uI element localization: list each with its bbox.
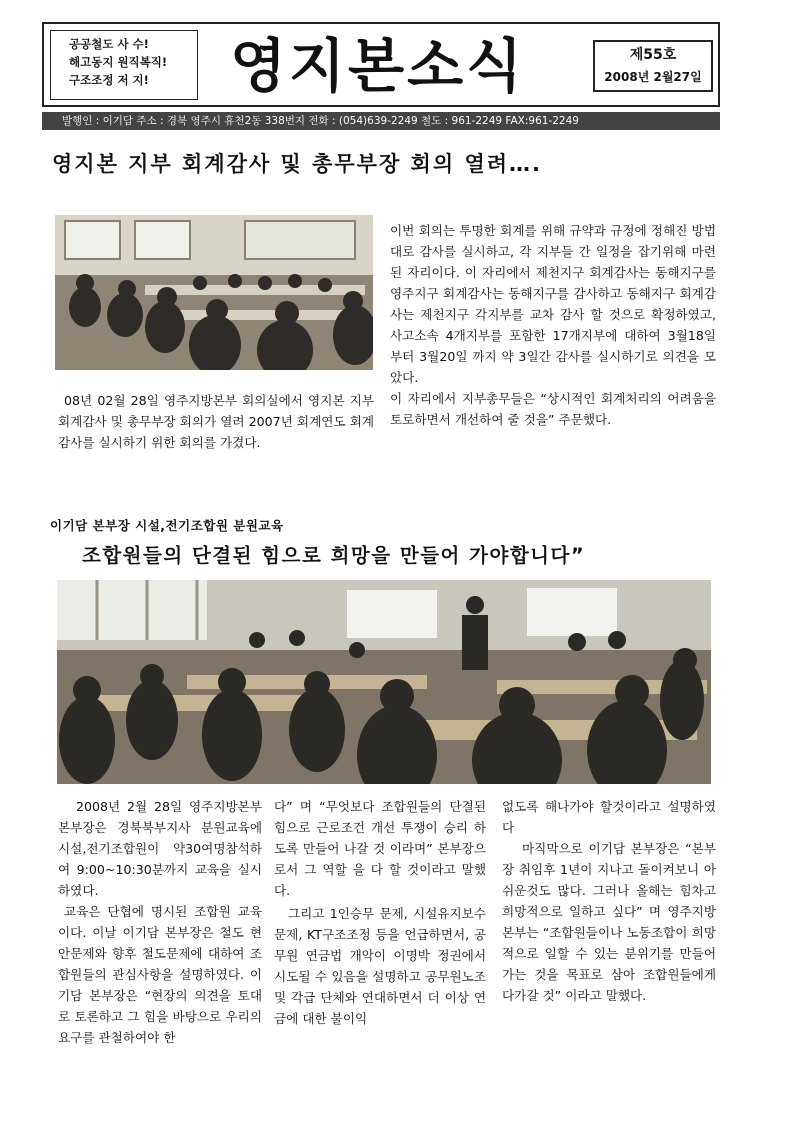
article1-left-text [58,390,374,453]
article2-paragraph: 그리고 1인승무 문제, 시설유지보수 문제, KT구조조정 등을 언급하면서, 공무원 연금법 개악이 이명박 정권에서 시도될 수 있음을 설명하고 공무원노조 및 각급 단체와 연대하면서 더 이상 연금에 대한 불이익 [274,906,486,1026]
training-photo [57,580,711,784]
article2-paragraph: 없도록 해나가야 할것이라고 설명하였다 [502,799,716,835]
issue-date: 2008년 2월27일 [604,70,702,84]
article1-right-text [390,220,716,430]
meeting-photo [55,215,373,370]
article2-col1 [58,796,262,1048]
article1-headline: 영지본 지부 회계감사 및 총무부장 회의 열려…. [52,152,542,176]
newsletter-title: 영지본소식 [230,32,526,100]
slogan-line: 공공철도 사 수! [69,37,149,51]
article1-left-paragraph: 08년 02월 28일 영주지방본부 회의실에서 영지본 지부 회계감사 및 총무부장 회의가 열려 2007년 회계연도 회계감사를 실시하기 위한 회의를 가겼다. [58,393,374,450]
article2-paragraph: 교육은 단협에 명시된 조합원 교육이다. 이날 이기담 본부장은 철도 현안문제와 향후 철도문제에 대하여 조합원들의 관심사항을 설명하였다. 이기담 본부장은 “현장의 의견을 토대로 토론하고 그 힘을 바탕으로 우리의 요구를 관철하여야 한 [58,904,262,1045]
issue-box [593,40,713,92]
article1-right-paragraph: 이번 회의는 투명한 회계를 위해 규약과 규정에 정해진 방법대로 감사를 실시하고, 각 지부들 간 일정을 잡기위해 마련된 자리이다. 이 자리에서 제천지구 회계감사는 동해지구를 영주지구 회계감사는 동해지구를 감사하고 동해지구 회계감사는 제천지구 각지부를 교차 감사 할 것으로 확정하였고, 사고소속 4개지부를 포함한 17개지부에 대하여 3월18일 부터 3월20일 까지 약 3일간 감사를 실시하기로 의견을 모았다. [390,223,716,385]
publisher-info-bar: 발행인 : 이기담 주소 : 경북 영주시 휴천2동 338번지 전화 : (054)639-2249 철도 : 961-2249 FAX:961-2249 [42,112,720,130]
article2-paragraph: 2008년 2월 28일 영주지방본부 본부장은 경북북부지사 분원교육에 시설,전기조합원이 약30여명참석하여 9:00~10:30분까지 교육을 실시하였다. [58,799,262,898]
slogan-box [50,30,198,100]
article2-paragraph: 마직막으로 이기담 본부장은 “본부장 취임후 1년이 지나고 돌이켜보니 아쉬운것도 많다. 그러나 올해는 힘차고 희망적으로 일하고 싶다” 며 영주지방본부는 “조합원들이나 노동조합이 희망적으로 일할 수 있는 분위기를 만들어가는 것을 목표로 삼아 조합원들에게 다가갈 것” 이라고 말했다. [502,841,716,1003]
slogan-line: 구조조정 저 지! [69,73,149,87]
article2-kicker: 이기담 본부장 시설,전기조합원 분원교육 [50,518,284,533]
article2-col3 [502,796,716,1006]
article1-right-paragraph: 이 자리에서 지부총무들은 “상시적인 회계처리의 어려움을 토로하면서 개선하여 줄 것을” 주문했다. [390,391,716,427]
article2-paragraph: 다” 며 “무엇보다 조합원들의 단결된 힘으로 근로조건 개선 투쟁이 승리 하도록 만들어 나갈 것 이라며” 본부장으로서 그 역할 을 다 할 것이라고 말했다. [274,799,486,898]
article2-col2 [274,796,486,1029]
article2-headline: 조합원들의 단결된 힘으로 희망을 만들어 가야합니다” [82,544,586,567]
slogan-line: 해고동지 원직복직! [69,55,168,69]
issue-number: 제55호 [629,47,677,63]
